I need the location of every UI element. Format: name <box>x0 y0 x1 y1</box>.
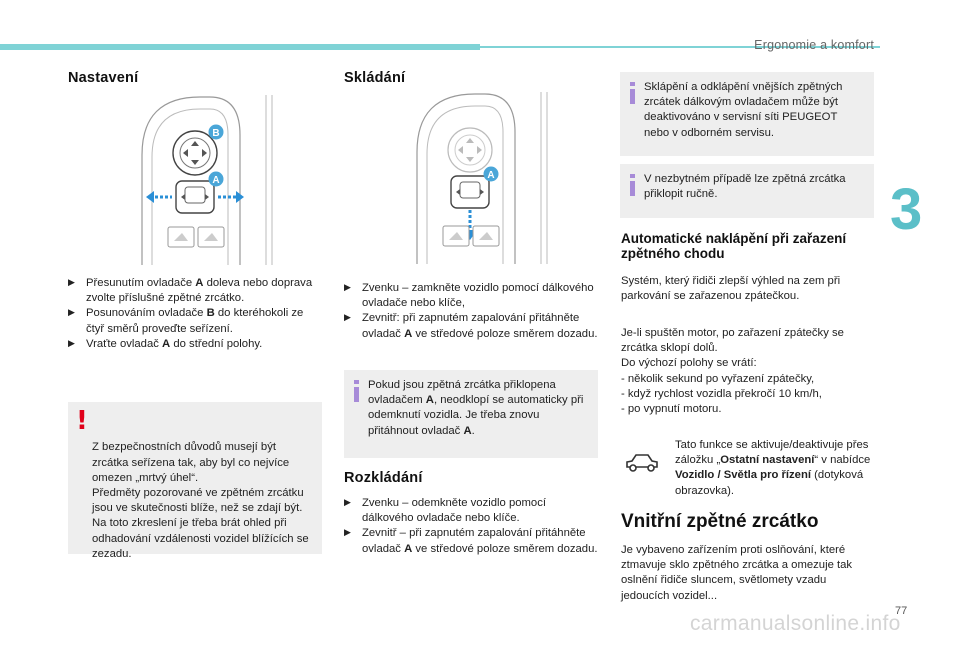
bullet-icon: ▶ <box>68 278 75 288</box>
info-icon <box>630 82 635 104</box>
warning-icon: ! <box>76 406 88 436</box>
watermark: carmanualsonline.info <box>690 612 901 635</box>
label-a: A <box>487 170 495 181</box>
list-item: ▶ Vraťte ovladač A do střední polohy. <box>68 337 324 352</box>
list-item: ▶ Přesunutím ovladače A doleva nebo doprava zvolte příslušné zpětné zrcátko. <box>68 277 313 305</box>
header-accent-bar <box>0 44 480 50</box>
touchscreen-note: Tato funkce se aktivuje/deaktivuje přes záložku „Ostatní nastavení“ v nabídce Vozidlo / Světla pro řízení (dotyková obrazovka). <box>675 439 871 497</box>
auto-tilt-details <box>621 326 873 417</box>
bullet-icon: ▶ <box>344 498 351 508</box>
info-box-manual: V nezbytném případě lze zpětná zrcátka přiklopit ručně. <box>620 164 874 218</box>
section-title-nastaveni: Nastavení <box>68 70 139 86</box>
bullet-icon: ▶ <box>344 313 351 324</box>
mirror-control-illustration-adjust <box>140 95 280 265</box>
info-icon <box>354 380 359 402</box>
bullet-icon: ▶ <box>344 283 351 293</box>
chapter-number: 3 <box>890 177 923 242</box>
inner-mirror-text: Je vybaveno zařízením proti oslňování, které ztmavuje sklo zpětného zrcátka a omezuje tak oslnění řidiče sluncem, světlomety vzadu jedoucích vozidel... <box>621 544 853 602</box>
list-item: ▶ Zvenku – zamkněte vozidlo pomocí dálkového ovladače nebo klíče, <box>344 282 594 310</box>
text-line: Je-li spuštěn motor, po zařazení zpátečky se zrcátka sklopí dolů. <box>621 327 844 355</box>
auto-tilt-intro: Systém, který řidiči zlepší výhled na zem při parkování se zařazenou zpátečkou. <box>621 275 841 303</box>
rozkladani-steps <box>344 496 598 557</box>
section-title-auto-tilt: Automatické naklápění při zařazení zpětného chodu <box>621 231 847 261</box>
section-title-rozkladani: Rozkládání <box>344 470 423 486</box>
info-box-skladani: Pokud jsou zpětná zrcátka přiklopena ovladačem A, neodklopí se automaticky při odemknutí vozidla. Je třeba znovu přitáhnout ovladač A. <box>344 370 598 458</box>
car-touchscreen-icon <box>624 452 660 474</box>
list-item: ▶ Posunováním ovladače B do kteréhokoli ze čtyř směrů proveďte seřízení. <box>68 307 304 335</box>
text-line: - několik sekund po vyřazení zpátečky, <box>621 372 815 385</box>
info-icon <box>630 174 635 196</box>
chapter-title: Ergonomie a komfort <box>754 38 874 52</box>
skladani-steps <box>344 281 598 342</box>
list-item: ▶ Zvenku – odemkněte vozidlo pomocí dálkového ovladače nebo klíče. <box>344 497 546 525</box>
text-line: - po vypnutí motoru. <box>621 403 722 416</box>
list-item: ▶ Zevnitř – při zapnutém zapalování přitáhněte ovladač A ve středové poloze směrem dozadu. <box>344 527 598 555</box>
bullet-icon: ▶ <box>344 528 351 539</box>
section-title-skladani: Skládání <box>344 70 406 86</box>
section-title-inner-mirror: Vnitřní zpětné zrcátko <box>621 511 819 532</box>
label-b: B <box>212 128 220 139</box>
text-line: - když rychlost vozidla překročí 10 km/h, <box>621 387 822 400</box>
warning-box <box>68 402 322 560</box>
mirror-control-illustration-fold <box>415 92 555 264</box>
bullet-icon: ▶ <box>68 308 75 319</box>
list-item: ▶ Zevnitř: při zapnutém zapalování přitáhněte ovladač A ve středové poloze směrem dozadu. <box>344 312 598 340</box>
bullet-icon: ▶ <box>68 338 75 349</box>
warning-text: Z bezpečnostních důvodů musejí být zrcátka seřízena tak, aby byl co nejvíce omezen „mrtvý úhel“. Předměty pozorované ve zpětném zrcátku jsou ve skutečnosti blíže, než se zdají být. Na toto zkreslení je třeba brát ohled při odhadování vzdálenosti vozidel blížících se zezadu. <box>92 441 309 560</box>
page-number: 77 <box>895 605 908 617</box>
label-a: A <box>212 175 220 186</box>
info-box-deactivation: Sklápění a odklápění vnějších zpětných zrcátek dálkovým ovladačem může být deaktivováno v servisní síti PEUGEOT nebo v odborném servisu. <box>620 72 874 156</box>
nastaveni-steps <box>68 276 324 352</box>
text-line: Do výchozí polohy se vrátí: <box>621 357 757 370</box>
